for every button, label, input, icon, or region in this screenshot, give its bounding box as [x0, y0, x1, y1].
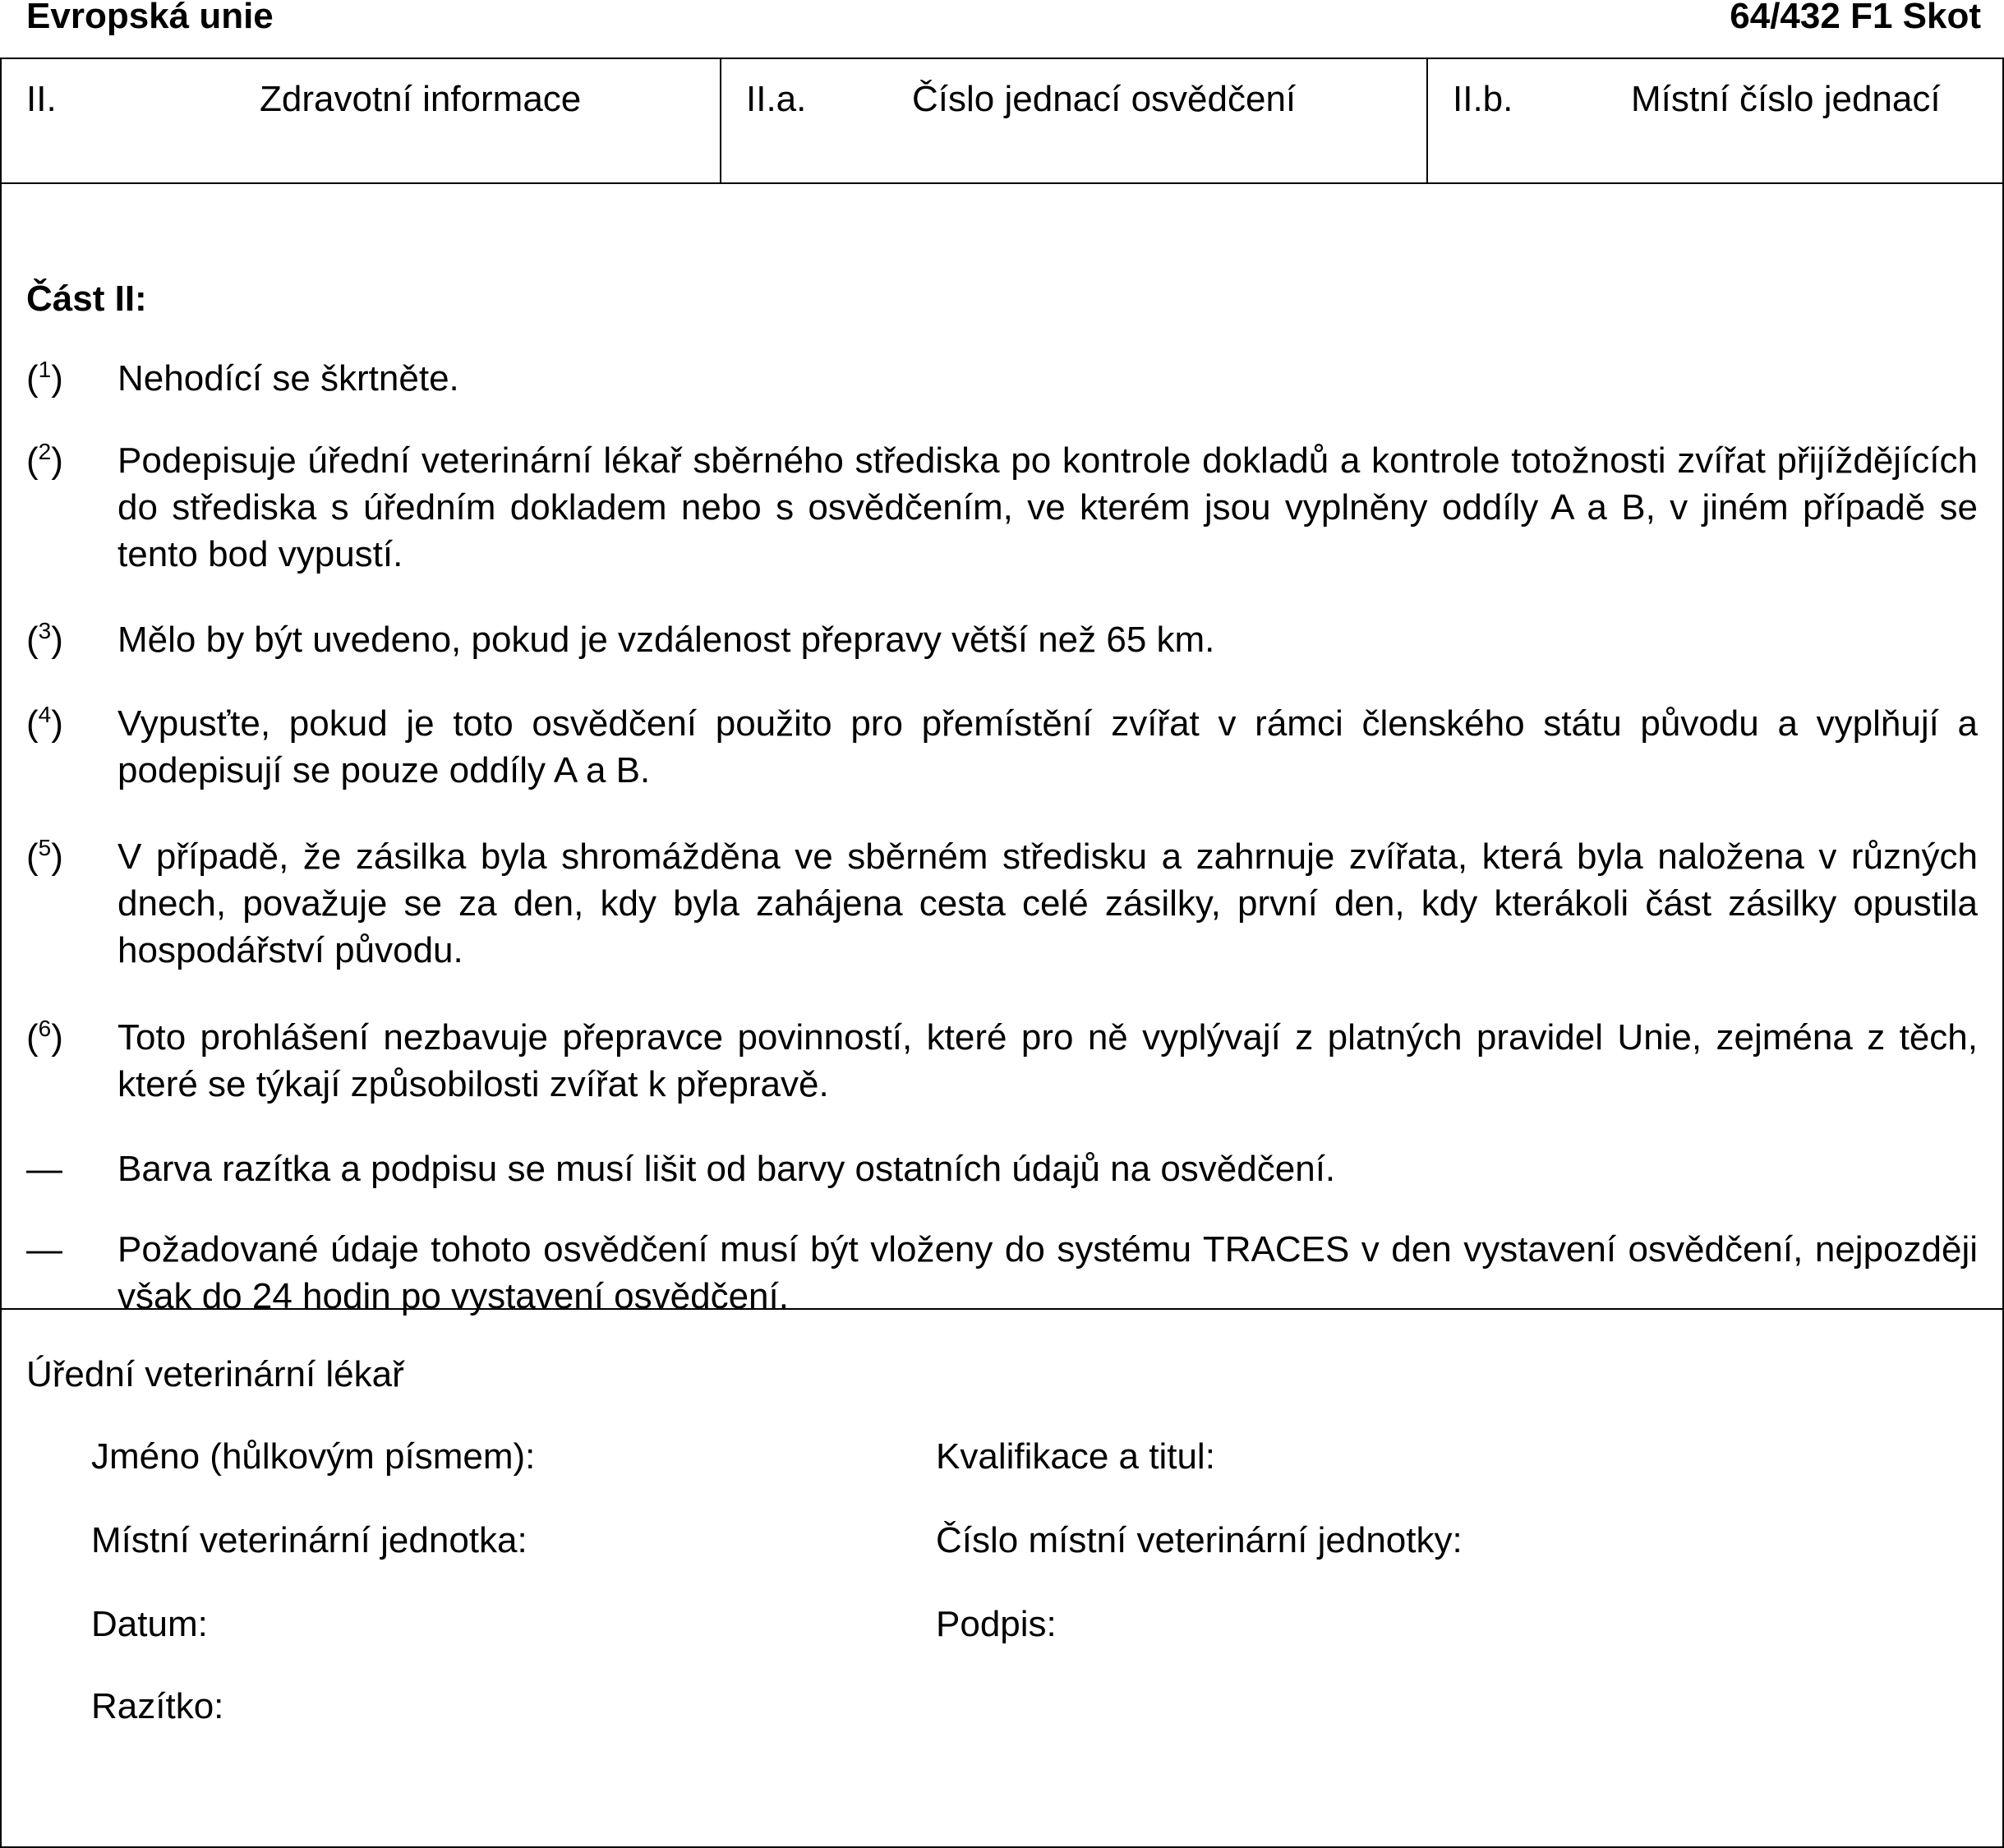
footnote-marker: ($^5$) [26, 835, 63, 877]
section-header-row [2, 59, 2002, 184]
section-label: Místní číslo jednací [1631, 79, 1941, 119]
dash-note-text: Požadované údaje tohoto osvědčení musí být vloženy do systému TRACES v den vystavení osvědčení, nejpozději však do 24 hodin po vystavení osvědčení. [117, 1229, 1978, 1316]
footnote-text: Toto prohlášení nezbavuje přepravce povinností, které pro ně vyplývají z platných pravidel Unie, zejména z těch, které se týkají způsobilosti zvířat k přepravě. [117, 1017, 1978, 1104]
section-label: Zdravotní informace [260, 79, 582, 119]
section-number: II.b. [1453, 79, 1513, 119]
stamp-field-label: Razítko: [91, 1686, 224, 1726]
section-cell-local-reference [1428, 59, 2002, 182]
official-veterinarian-block [2, 1310, 2002, 1848]
footnote-text: Nehodící se škrtněte. [117, 358, 459, 399]
official-veterinarian-title: Úřední veterinární lékař [26, 1354, 404, 1394]
section-cell-certificate-reference [721, 59, 1428, 182]
footnote-text: V případě, že zásilka byla shromážděna ve sběrném středisku a zahrnuje zvířata, která byla naložena v různých dnech, považuje se za den, kdy byla zahájena cesta celé zásilky, první den, kdy kterákoli část zásilky opustila hospodářství původu. [117, 836, 1978, 970]
part-two-notes [2, 184, 2002, 1316]
section-number: II. [26, 79, 57, 119]
footnote-marker: ($^4$) [26, 702, 63, 744]
section-label: Číslo jednací osvědčení [912, 79, 1297, 119]
footnote-text: Mělo by být uvedeno, pokud je vzdálenost přepravy větší než 65 km. [117, 620, 1215, 660]
local-unit-field-label: Místní veterinární jednotka: [91, 1520, 527, 1560]
qualification-field-label: Kvalifikace a titul: [936, 1436, 1215, 1477]
date-field-label: Datum: [91, 1604, 208, 1644]
footnote-text: Podepisuje úřední veterinární lékař sběrného střediska po kontrole dokladů a kontrole totožnosti zvířat přijíždějících do střediska s úředním dokladem nebo s osvědčením, ve kterém jsou vyplněny oddíly A a B, v jiném případě se tento bod vypustí. [117, 440, 1978, 574]
footnote-marker: ($^6$) [26, 1016, 63, 1058]
footnote-marker: ($^2$) [26, 439, 63, 481]
certificate-frame [0, 58, 2004, 1848]
dash-marker: — [26, 1229, 62, 1270]
document-header [26, 0, 1981, 39]
signature-field-label: Podpis: [936, 1604, 1057, 1644]
local-unit-number-field-label: Číslo místní veterinární jednotky: [936, 1520, 1463, 1560]
part-title: Část II: [26, 279, 147, 319]
header-left-title: Evropská unie [26, 0, 274, 36]
dash-note-text: Barva razítka a podpisu se musí lišit od barvy ostatních údajů na osvědčení. [117, 1149, 1336, 1189]
name-field-label: Jméno (hůlkovým písmem): [91, 1436, 536, 1477]
section-number: II.a. [746, 79, 807, 119]
section-cell-health-info [2, 59, 721, 182]
footnote-marker: ($^3$) [26, 618, 63, 660]
footnote-text: Vypusťte, pokud je toto osvědčení použito pro přemístění zvířat v rámci členského státu původu a vyplňují a podepisují se pouze oddíly A a B. [117, 703, 1978, 790]
dash-marker: — [26, 1149, 62, 1189]
header-right-code: 64/432 F1 Skot [1730, 0, 1981, 36]
footnote-marker: ($^1$) [26, 357, 63, 399]
